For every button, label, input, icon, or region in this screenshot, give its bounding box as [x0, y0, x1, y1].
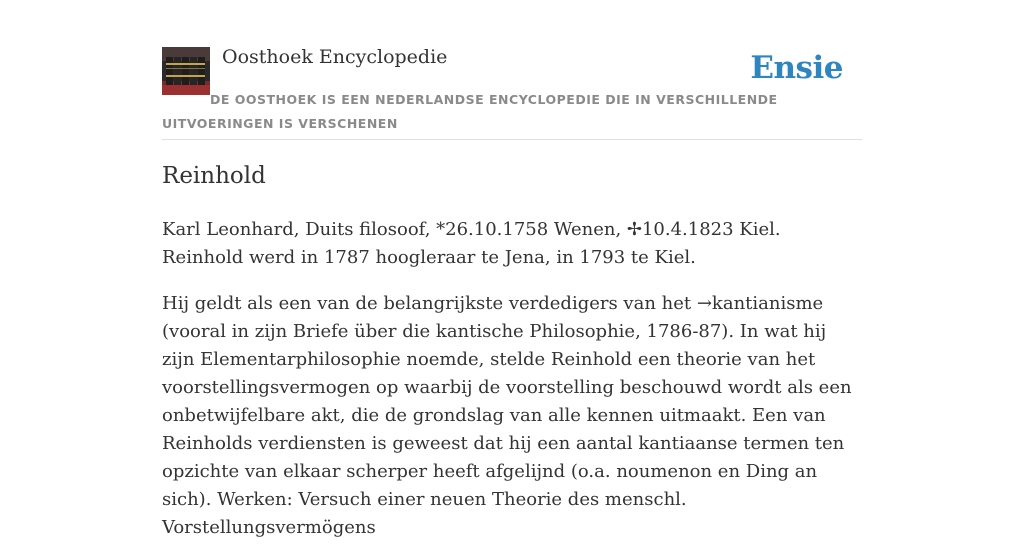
article-paragraph: Hij geldt als een van de belangrijkste verdedigers van het →kantianisme (vooral in zijn Briefe über die kantische Philosophie, 1786-87). In wat hij zijn Elementarphilosophie noemde, stelde Reinhold een theorie van het voorstellingsvermogen op waarbij de voorstelling beschouwd wordt als een onbetwijfelbare akt, die de grondslag van alle kennen uitmaakt. Een van Reinholds verdiensten is geweest dat hij een aantal kantiaanse termen ten opzichte van elkaar scherper heeft afgelijnd (o.a. noumenon en Ding an sich). Werken: Versuch einer neuen Theorie des menschl. Vorstellungsvermögens: [162, 293, 852, 538]
page: [162, 0, 862, 538]
article-body: [162, 216, 862, 560]
article-paragraph: Karl Leonhard, Duits filosoof, *26.10.1758 Wenen, ✢10.4.1823 Kiel. Reinhold werd in 1787 hoogleraar te Jena, in 1793 te Kiel.: [162, 219, 781, 268]
header: [162, 0, 862, 140]
brand-logo[interactable]: Ensie: [750, 50, 843, 86]
site-title[interactable]: Oosthoek Encyclopedie: [222, 46, 448, 68]
page-title: Reinhold: [162, 163, 266, 189]
site-tagline: DE OOSTHOEK IS EEN NEDERLANDSE ENCYCLOPEDIE DIE IN VERSCHILLENDE UITVOERINGEN IS VERSCHENEN: [162, 92, 778, 131]
